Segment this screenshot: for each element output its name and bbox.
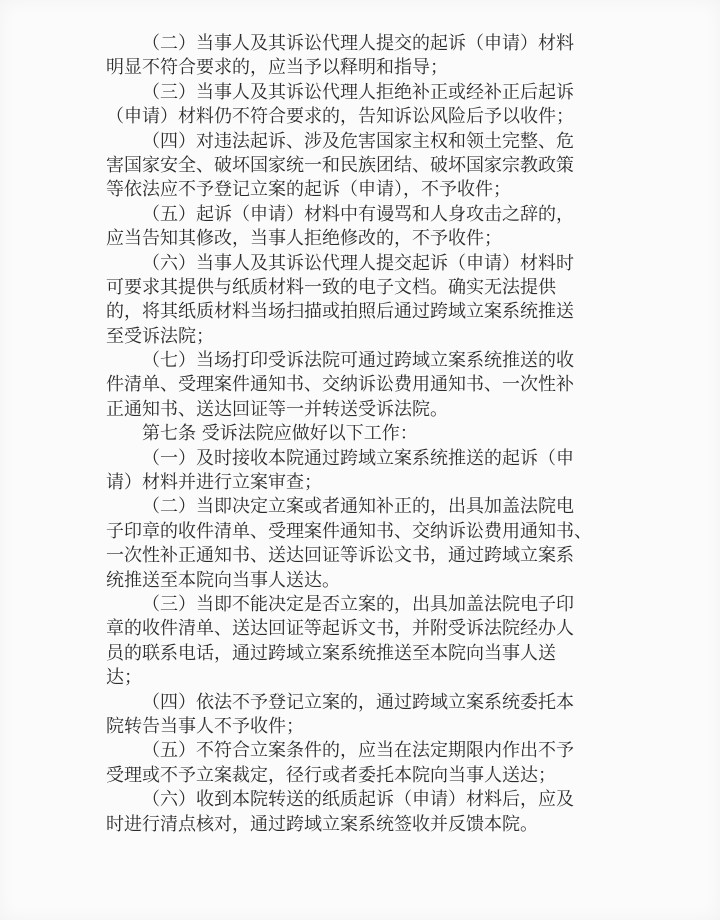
document-line: 受理或不予立案裁定，径行或者委托本院向当事人送达；: [106, 764, 556, 786]
document-line: 第七条 受诉法院应做好以下工作：: [142, 423, 418, 445]
document-line: （五）起诉（申请）材料中有谩骂和人身攻击之辞的，: [142, 203, 574, 225]
document-line: 害国家安全、破坏国家统一和民族团结、破坏国家宗教政策: [106, 154, 574, 176]
document-line: 应当告知其修改，当事人拒绝修改的，不予收件；: [106, 228, 502, 250]
document-line: （六）收到本院转送的纸质起诉（申请）材料后，应及: [142, 789, 574, 811]
document-line: 可要求其提供与纸质材料一致的电子文档。确实无法提供: [106, 276, 556, 298]
document-line: （六）当事人及其诉讼代理人提交起诉（申请）材料时: [142, 252, 574, 274]
document-line: （三）当即不能决定是否立案的，出具加盖法院电子印: [142, 593, 574, 615]
document-line: 至受诉法院；: [106, 325, 214, 347]
document-line: （四）对违法起诉、涉及危害国家主权和领土完整、危: [142, 130, 574, 152]
document-line: 员的联系电话，通过跨域立案系统推送至本院向当事人送: [106, 642, 556, 664]
document-line: 件清单、受理案件通知书、交纳诉讼费用通知书、一次性补: [106, 374, 574, 396]
document-line: （一）及时接收本院通过跨域立案系统推送的起诉（申: [142, 447, 574, 469]
document-line: 请）材料并进行立案审查；: [106, 472, 322, 494]
document-line: 等依法应不予登记立案的起诉（申请），不予收件；: [106, 179, 511, 201]
document-line: 正通知书、送达回证等一并转送受诉法院。: [106, 398, 448, 420]
document-line: （五）不符合立案条件的，应当在法定期限内作出不予: [142, 740, 574, 762]
document-line: 章的收件清单、送达回证等起诉文书，并附受诉法院经办人: [106, 618, 574, 640]
document-line: 明显不符合要求的，应当予以释明和指导；: [106, 57, 448, 79]
document-line: 院转告当事人不予收件；: [106, 715, 304, 737]
document-line: （三）当事人及其诉讼代理人拒绝补正或经补正后起诉: [142, 81, 574, 103]
document-line: （二）当即决定立案或者通知补正的，出具加盖法院电: [142, 496, 574, 518]
document-line: 统推送至本院向当事人送达。: [106, 569, 340, 591]
document-line: （申请）材料仍不符合要求的，告知诉讼风险后予以收件；: [106, 106, 574, 128]
document-line: （七）当场打印受诉法院可通过跨域立案系统推送的收: [142, 350, 574, 372]
document-line: 子印章的收件清单、受理案件通知书、交纳诉讼费用通知书、: [106, 520, 592, 542]
document-body-text: [106, 32, 626, 837]
document-line: 的，将其纸质材料当场扫描或拍照后通过跨域立案系统推送: [106, 301, 574, 323]
document-line: 一次性补正通知书、送达回证等诉讼文书，通过跨域立案系: [106, 545, 574, 567]
document-line: （四）依法不予登记立案的，通过跨域立案系统委托本: [142, 691, 574, 713]
document-line: 时进行清点核对，通过跨域立案系统签收并反馈本院。: [106, 813, 538, 835]
document-line: 达；: [106, 667, 142, 689]
document-line: （二）当事人及其诉讼代理人提交的起诉（申请）材料: [142, 33, 574, 54]
